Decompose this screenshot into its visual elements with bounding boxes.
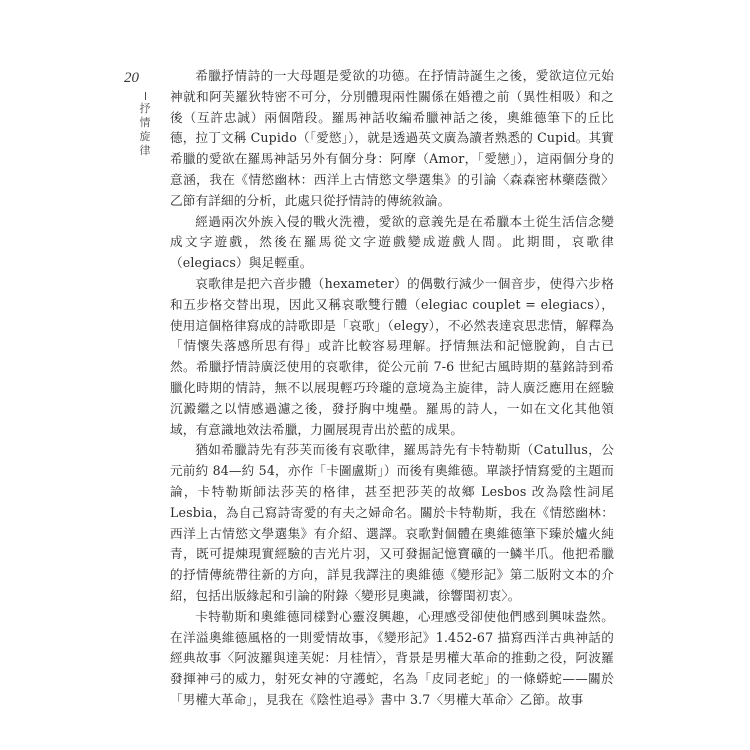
running-head-rule [145,92,146,100]
running-head-char: 情 [139,116,151,129]
running-head-char: 抒 [139,102,151,115]
running-head-char: 律 [139,144,151,157]
body-text [170,66,614,711]
paragraph: 猶如希臘詩先有莎芙而後有哀歌律，羅馬詩先有卡特勒斯（Catullus，公元前約 84—約 54，亦作「卡圖盧斯」）而後有奧維德。單談抒情寫愛的主題而論，卡特勒斯師法莎芙的格律，甚至把莎芙的故鄉 Lesbos 改為陰性詞尾 Lesbia，為自己寫詩寄愛的有夫之婦命名。關於卡特勒斯，我在《情慾幽林：西洋上古情慾文學選集》有介紹、選譯。哀歌對個體在奧維德筆下臻於爐火純青，既可提煉現實經驗的吉光片羽，又可發掘記憶寶礦的一鱗半爪。他把希臘的抒情傳統帶往新的方向，詳見我譯注的奧維德《變形記》第二版附文本的介紹，包括出版緣起和引論的附錄〈變形見奧識，徐響閨初衷〉。 [170,442,614,603]
running-head [138,92,152,158]
paragraph: 哀歌律是把六音步體（hexameter）的偶數行減少一個音步，使得六步格和五步格交替出現，因此又稱哀歌雙行體（elegiac couplet = elegiacs），使用這個格律寫成的詩歌即是「哀歌」（elegy），不必然表達哀思悲情，解釋為「情懷失落感所思有得」或許比較容易理解。抒情無法和記憶脫鉤，自古已然。希臘抒情詩廣泛使用的哀歌律，從公元前 7-6 世紀古風時期的墓銘詩到希臘化時期的情詩，無不以展現輕巧玲瓏的意境為主旋律，詩人廣泛應用在經驗沉澱繼之以情感過濾之後，發抒胸中塊壘。羅馬的詩人，一如在文化其他領域，有意識地效法希臘，力圖展現青出於藍的成果。 [170,275,614,437]
paragraph: 經過兩次外族入侵的戰火洗禮，愛欲的意義先是在希臘本土從生活信念變成文字遊戲，然後在羅馬從文字遊戲變成遊戲人間。此期間，哀歌律（elegiacs）與足輕重。 [170,213,614,271]
running-head-char: 旋 [139,130,151,143]
page-number: 20 [124,70,139,86]
paragraph: 希臘抒情詩的一大母題是愛欲的功德。在抒情詩誕生之後，愛欲這位元始神就和阿芙羅狄特密不可分，分別體現兩性關係在婚禮之前（異性相吸）和之後（互許忠誠）兩個階段。羅馬神話收編希臘神話之後，奧維德筆下的丘比德，拉丁文稱 Cupido（「愛慾」），就是透過英文廣為讀者熟悉的 Cupid。其實希臘的愛欲在羅馬神話另外有個分身：阿摩（Amor，「愛戀」），這兩個分身的意涵，我在《情慾幽林：西洋上古情慾文學選集》的引論〈森森密林藥蔭微〉乙節有詳細的分析，此處只從抒情詩的傳統敘論。 [170,68,615,208]
paragraph: 卡特勒斯和奧維德同樣對心靈沒興趣，心理感受卻使他們感到興味盎然。在洋溢奧維德風格的一則愛情故事，《變形記》1.452-67 描寫西洋古典神話的經典故事〈阿波羅與達芙妮：月桂情〉，背景是男權大革命的推動之役，阿波羅發揮神弓的威力，射死女神的守護蛇，名為「皮同老蛇」的一條蟒蛇——關於「男權大革命」，見我在《陰性追尋》書中 3.7〈男權大革命〉乙節。故事 [170,608,614,707]
